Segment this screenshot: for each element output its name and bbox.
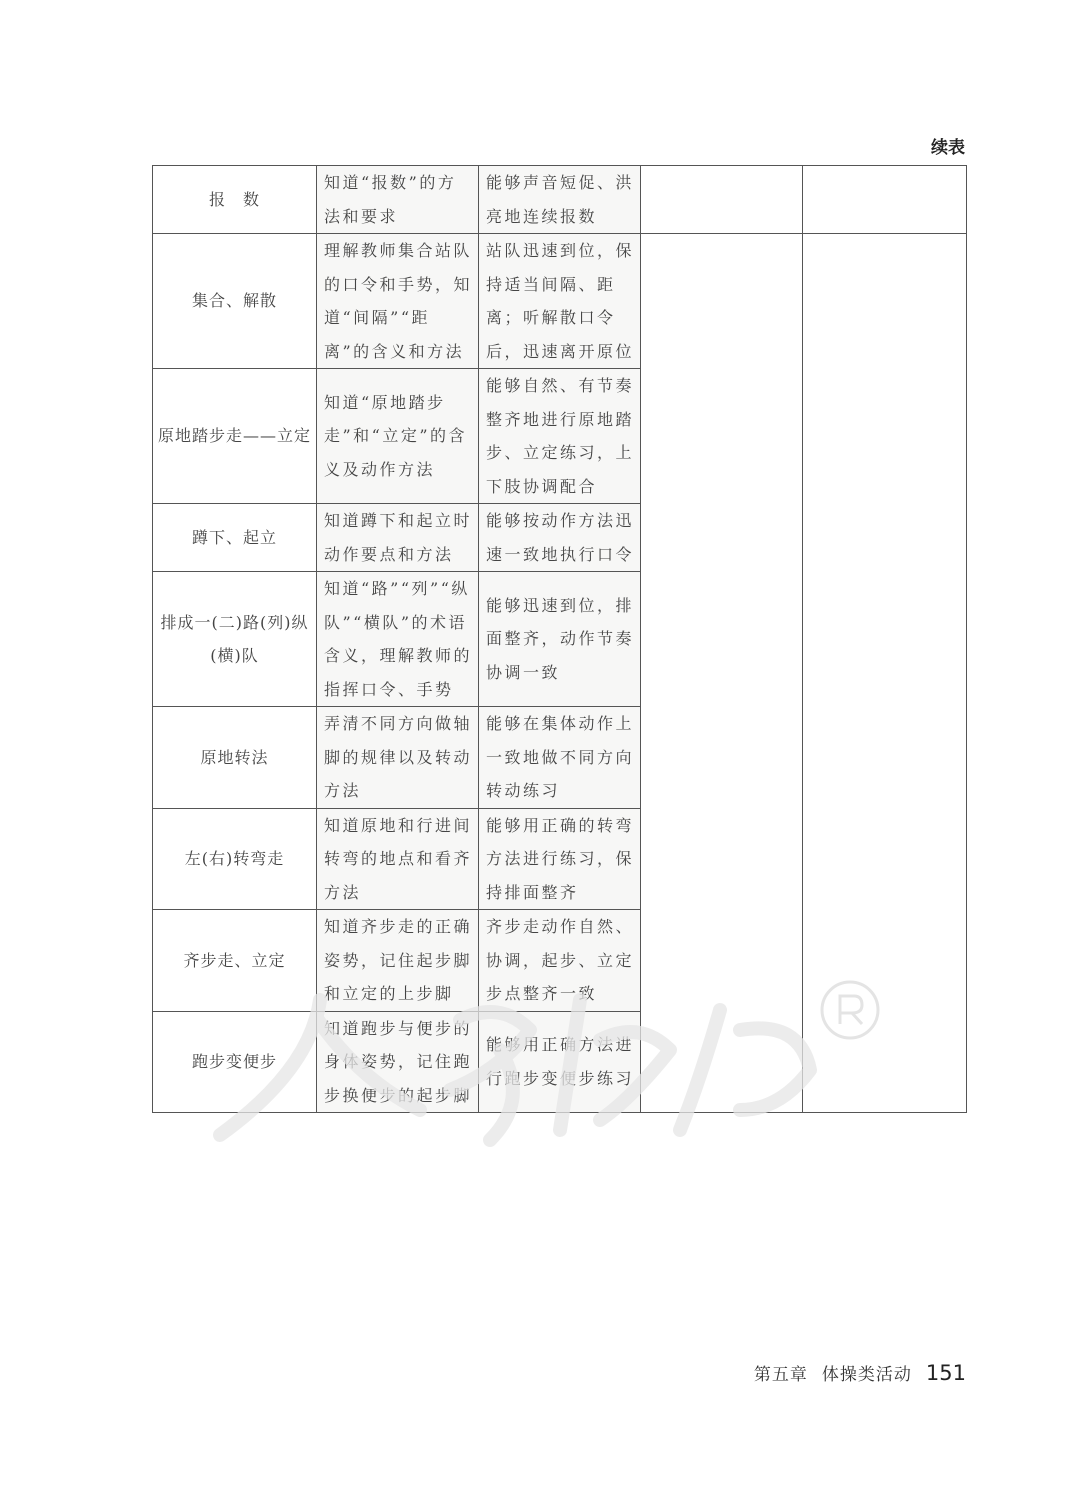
skill-cell: 能够声音短促、洪亮地连续报数 (479, 166, 641, 234)
item-cell: 排成一(二)路(列)纵(横)队 (153, 572, 317, 707)
item-cell: 报 数 (153, 166, 317, 234)
knowledge-cell: 知道原地和行进间转弯的地点和看齐方法 (317, 808, 479, 910)
knowledge-cell: 知道蹲下和起立时动作要点和方法 (317, 504, 479, 572)
knowledge-cell: 理解教师集合站队的口令和手势，知道“间隔”“距离”的含义和方法 (317, 234, 479, 369)
skill-cell: 能够按动作方法迅速一致地执行口令 (479, 504, 641, 572)
skill-cell: 能够用正确的转弯方法进行练习，保持排面整齐 (479, 808, 641, 910)
skill-cell: 能够用正确方法进行跑步变便步练习 (479, 1011, 641, 1113)
item-cell: 左(右)转弯走 (153, 808, 317, 910)
continued-table-label: 续表 (931, 138, 965, 158)
item-cell: 集合、解散 (153, 234, 317, 369)
chapter-title: 体操类活动 (821, 1365, 912, 1385)
chapter-label: 第五章 (753, 1365, 808, 1385)
knowledge-cell: 知道“原地踏步走”和“立定”的含义及动作方法 (317, 369, 479, 504)
empty-cell (803, 166, 967, 234)
item-cell: 原地转法 (153, 707, 317, 809)
skill-cell: 能够在集体动作上一致地做不同方向转动练习 (479, 707, 641, 809)
item-cell: 齐步走、立定 (153, 910, 317, 1012)
item-cell: 原地踏步走——立定 (153, 369, 317, 504)
knowledge-cell: 弄清不同方向做轴脚的规律以及转动方法 (317, 707, 479, 809)
empty-merged-cell (803, 234, 967, 1113)
table-row (153, 166, 967, 234)
skill-cell: 能够自然、有节奏整齐地进行原地踏步、立定练习，上下肢协调配合 (479, 369, 641, 504)
knowledge-cell: 知道跑步与便步的身体姿势，记住跑步换便步的起步脚 (317, 1011, 479, 1113)
knowledge-cell: 知道“报数”的方法和要求 (317, 166, 479, 234)
page-number: 151 (925, 1361, 966, 1385)
table-row (153, 234, 967, 369)
item-cell: 蹲下、起立 (153, 504, 317, 572)
content-table (152, 165, 967, 1113)
knowledge-cell: 知道“路”“列”“纵队”“横队”的术语含义，理解教师的指挥口令、手势 (317, 572, 479, 707)
page-footer (754, 1360, 966, 1385)
skill-cell: 能够迅速到位，排面整齐，动作节奏协调一致 (479, 572, 641, 707)
empty-merged-cell (641, 234, 803, 1113)
empty-cell (641, 166, 803, 234)
skill-cell: 齐步走动作自然、协调，起步、立定步点整齐一致 (479, 910, 641, 1012)
skill-cell: 站队迅速到位，保持适当间隔、距离；听解散口令后，迅速离开原位 (479, 234, 641, 369)
item-cell: 跑步变便步 (153, 1011, 317, 1113)
knowledge-cell: 知道齐步走的正确姿势，记住起步脚和立定的上步脚 (317, 910, 479, 1012)
